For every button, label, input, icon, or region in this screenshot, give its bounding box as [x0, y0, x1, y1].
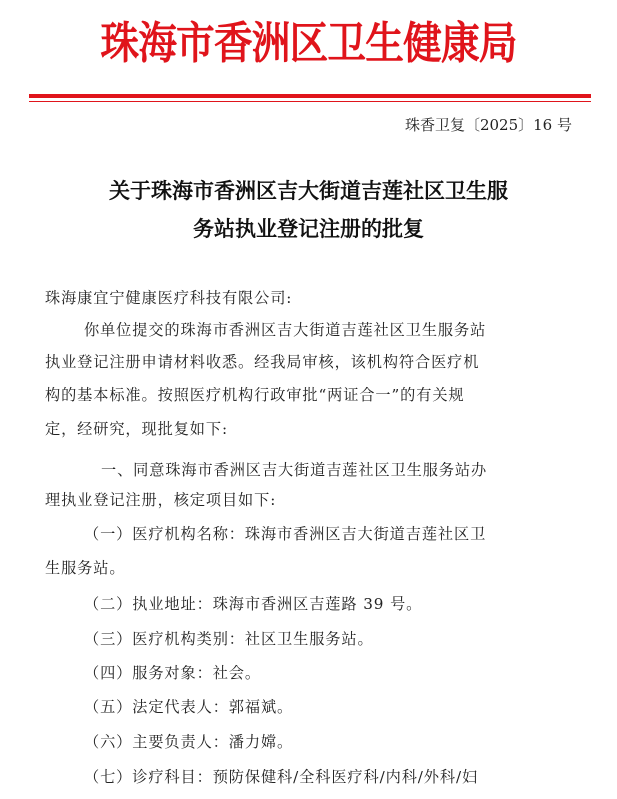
header-rule-thin — [29, 101, 591, 102]
item-1-line-2: 理执业登记注册，核定项目如下: — [45, 491, 277, 509]
sub-item-6: （六）主要负责人：潘力嫦。 — [84, 733, 294, 751]
sub-item-1-line-1: （一）医疗机构名称：珠海市香洲区吉大街道吉莲社区卫 — [84, 525, 487, 543]
header-rule-thick — [29, 94, 591, 98]
issuer-header: 珠海市香洲区卫生健康局 — [100, 18, 517, 69]
sub-item-5: （五）法定代表人：郭福斌。 — [84, 698, 294, 716]
sub-item-1-line-2: 生服务站。 — [45, 559, 126, 577]
document-number: 珠香卫复〔2025〕16 号 — [404, 116, 572, 134]
paragraph-1-line-1: 你单位提交的珠海市香洲区吉大街道吉莲社区卫生服务站 — [84, 321, 487, 339]
title-line-2: 务站执业登记注册的批复 — [193, 216, 424, 241]
sub-item-4: （四）服务对象：社会。 — [84, 664, 261, 682]
paragraph-1-line-3: 构的基本标准。按照医疗机构行政审批“两证合一”的有关规 — [45, 386, 465, 404]
paragraph-1-line-2: 执业登记注册申请材料收悉。经我局审核，该机构符合医疗机 — [45, 353, 480, 371]
paragraph-1-line-4: 定，经研究，现批复如下: — [45, 420, 228, 438]
sub-item-7: （七）诊疗科目：预防保健科/全科医疗科/内科/外科/妇 — [84, 768, 479, 786]
addressee: 珠海康宜宁健康医疗科技有限公司: — [45, 289, 293, 307]
sub-item-3: （三）医疗机构类别：社区卫生服务站。 — [84, 630, 374, 648]
title-line-1: 关于珠海市香洲区吉大街道吉莲社区卫生服 — [109, 178, 508, 203]
sub-item-2: （二）执业地址：珠海市香洲区吉莲路 39 号。 — [84, 595, 423, 613]
item-1-line-1: 一、同意珠海市香洲区吉大街道吉莲社区卫生服务站办 — [101, 461, 488, 479]
document-title — [0, 172, 617, 248]
